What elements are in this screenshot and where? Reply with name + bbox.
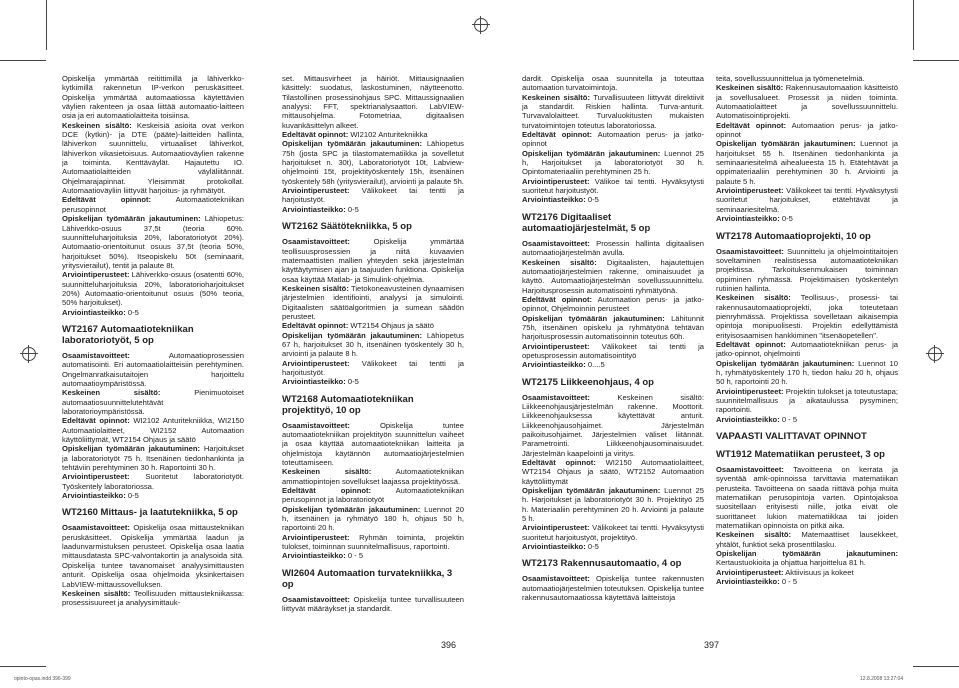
field-label: Opiskelijan työmäärän jakautuminen: [62, 214, 201, 224]
field-label: Osaamistavoitteet: [62, 523, 130, 533]
paragraph [522, 486, 704, 523]
paragraph-text: Projektin tulokset ja toteutustapa; suunnitelmallisuus ja aikataulussa pysyminen; raportointi. [716, 386, 898, 415]
field-label: Osaamistavoitteet: [282, 237, 350, 247]
paragraph [522, 295, 704, 314]
paragraph [282, 321, 464, 330]
paragraph [282, 237, 464, 284]
paragraph-text: Luennot 20 h, itsenäinen ja ryhmätyö 180 h, ohjaus 50 h, raportointi 20 h. [282, 504, 464, 533]
field-label: Edeltävät opinnot: [522, 130, 593, 140]
field-label: Opiskelijan työmäärän jakautuminen: [716, 549, 898, 559]
paragraph-text: 0 - 5 [779, 577, 798, 587]
paragraph [716, 340, 898, 359]
paragraph-text: Opiskelija tuntee turvallisuuteen liittyvät määräykset ja standardit. [282, 594, 464, 614]
paragraph-text: Lähiverkko-osuus (osatentti 60%, suunnitteluharjoituksia 20%, laboratorioharjoitukset 20%) Automaatio-orientoitunut osuus (50% teoria, 50% harjoitukset). [62, 270, 244, 308]
course-heading: WT2160 Mittaus- ja laatutekniikka, 5 op [62, 507, 238, 519]
crop-mark [913, 666, 959, 667]
paragraph [522, 523, 704, 542]
paragraph [716, 247, 898, 294]
paragraph-text: WT2154 Ohjaus ja säätö [348, 321, 434, 331]
field-label: Arviointiasteikko: [282, 551, 346, 561]
crop-mark [46, 0, 47, 50]
text-column-1 [62, 74, 244, 608]
field-label: Keskeinen sisältö: [716, 83, 784, 93]
field-label: Edeltävät opinnot: [282, 130, 349, 140]
field-label: Keskeinen sisältö: [282, 283, 349, 293]
paragraph [522, 342, 704, 361]
paragraph [282, 421, 464, 468]
text-column-4 [716, 74, 898, 587]
paragraph-text: Automaatiotekniikan perusopinnot [62, 195, 244, 214]
paragraph-text: Välikokeet tai tentti. Hyväksytysti suoritetut harjoitustyöt, projektityö. [522, 523, 704, 542]
paragraph-text: teita, sovellussuunnittelua ja työmenetelmiä. [716, 74, 865, 83]
paragraph [62, 589, 244, 608]
paragraph [716, 465, 898, 530]
paragraph-text: 0-5 [345, 377, 359, 387]
paragraph [282, 205, 464, 214]
print-slug-right: 12.8.2008 13:27:04 [860, 676, 904, 682]
paragraph-text: Kertaustuokioita ja ohjattua harjoittelua 81 h. [716, 558, 866, 568]
paragraph [716, 530, 898, 549]
field-label: Edeltävät opinnot: [62, 195, 152, 205]
paragraph-text: 0 - 5 [779, 414, 798, 424]
field-label: Arviointiperusteet: [522, 523, 590, 533]
paragraph-text: Rakennusautomaation käsitteistö ja sovellusalueet. Prosessit ja niiden toiminta. Automaatiolaitteet ja sovellussuunnittelu. Automatisointiprojekti. [716, 83, 898, 121]
paragraph-text: Matemaattiset lausekkeet, yhtälöt, funktiot sekä prosenttilasku. [716, 530, 898, 549]
course-heading: WI2604 Automaation turvatekniikka, 3 op [282, 567, 453, 590]
paragraph-text: Automaatioprosessien automatisointi. Eri automaatiolaitteisiin perehtyminen. Ongelmanratkaisutaitojen harjoittelu automaatioympäristössä. [62, 350, 244, 388]
field-label: Osaamistavoitteet: [522, 574, 590, 584]
paragraph [716, 293, 898, 340]
field-label: Arviointiperusteet: [62, 472, 130, 482]
field-label: Arviointiperusteet: [282, 358, 350, 368]
field-label: Arviointiasteikko: [62, 491, 126, 501]
paragraph [522, 458, 704, 486]
paragraph-text: Lähiopetus 67 h, harjoitukset 30 h, itsenäinen työskentely 30 h, arviointi ja palaute 8 h. [282, 330, 464, 359]
field-label: Arviointiperusteet: [716, 386, 784, 396]
paragraph [62, 523, 244, 588]
paragraph [282, 467, 464, 486]
paragraph [282, 331, 464, 359]
field-label: Osaamistavoitteet: [522, 392, 590, 402]
paragraph [282, 130, 464, 139]
paragraph-text: Keskeisiä asioita ovat verkon DCE (kytkin)- ja DTE (pääte)-laitteiden hallinta, lähiverkon suunnittelu, virtuaaliset lähiverkot, lähiverkon vikasietoisuus. Automaatioväylien rakenne ja toiminta. Kenttäväylät. Hajautettu IO. Automaatiolaitteiden väyläliitännät. Ohjelmarajapinnat. Yleisimmät protokollat. Automaatioväyliin liittyvät harjoitus- ja ryhmätyöt. [62, 120, 244, 196]
field-label: Arviointiperusteet: [282, 532, 350, 542]
course-heading: VAPAASTI VALITTAVAT OPINNOT [716, 431, 867, 443]
course-heading: WT2175 Liikkeenohjaus, 4 op [522, 376, 654, 388]
paragraph [282, 284, 464, 321]
field-label: Opiskelijan työmäärän jakautuminen: [716, 358, 855, 368]
field-label: Arviointiasteikko: [522, 360, 586, 370]
field-label: Opiskelijan työmäärän jakautuminen: [522, 486, 661, 496]
field-label: Opiskelijan työmäärän jakautuminen: [282, 330, 423, 340]
paragraph-text: Lähitunnit 75h, itsenäinen opiskelu ja ryhmätyönä tehtävän harjoitusprosessin automatisoinnin toteutus 60h. [522, 313, 704, 342]
paragraph [282, 551, 464, 560]
paragraph [282, 359, 464, 378]
course-heading: WT2173 Rakennusautomaatio, 4 op [522, 558, 682, 570]
paragraph [282, 377, 464, 386]
paragraph-text: Teollisuus-, prosessi- tai rakennusautomaatioprojekti, joka toteutetaan pienryhmässä. Projektissa sovelletaan aikaisempia opintoja monipuolisesti. Projektin edellyttämistä erityisosaamisen hankkiminen "itsenäopetellen". [716, 293, 898, 340]
print-slug-left: opinto-opas.indd 396-399 [14, 676, 71, 682]
paragraph [522, 360, 704, 369]
paragraph [62, 270, 244, 307]
paragraph [522, 149, 704, 177]
field-label: Edeltävät opinnot: [282, 486, 372, 496]
field-label: Arviointiasteikko: [716, 214, 780, 224]
field-label: Osaamistavoitteet: [522, 238, 590, 248]
field-label: Osaamistavoitteet: [716, 246, 784, 256]
paragraph-text: Suoritetut laboratoriotyöt. Työskentely laboratoriossa. [62, 472, 244, 491]
field-label: Edeltävät opinnot: [282, 321, 349, 331]
paragraph [716, 74, 898, 83]
paragraph [282, 505, 464, 533]
paragraph-text: Ryhmän toiminta, projektin tulokset, toiminnan suunnitelmallisuus, raportointi. [282, 532, 464, 552]
course-heading: WT2168 Automaatiotekniikan projektityö, 10 op [282, 393, 414, 416]
paragraph-text: Tavoitteena on kerrata ja syventää amk-opinnoissa tarvittavia matematiikan perusteita. Tavoitteena on saada riittävä pohja muita matematiikan perusopintoja varten. Opintojaksoa suositellaan erityisesti niille, jotka eivät ole suorittaneet lukion matematiikkaa tai joiden matematiikan opinnoista on pitkä aika. [716, 465, 898, 531]
course-heading: WT2162 Säätötekniikka, 5 op [282, 221, 412, 233]
crop-mark [913, 60, 959, 61]
page-number-right: 397 [704, 640, 720, 650]
crop-mark [0, 666, 46, 667]
paragraph [522, 195, 704, 204]
course-heading: WT2167 Automaatiotekniikan laboratoriotyöt, 5 op [62, 323, 194, 346]
text-column-3 [522, 74, 704, 603]
paragraph [62, 308, 244, 317]
paragraph [522, 239, 704, 258]
paragraph [282, 595, 464, 614]
paragraph-text: Opiskelija ymmärtää teollisuusprosessien ja niitä kuvaavien matemaattisten mallien yhteyden sekä järjestelmän käyttäytymisen ajan ja taajuuden funktiona. Opiskelija osaa käyttää Matlab- ja Simulink-ohjelmia. [282, 237, 464, 284]
field-label: Osaamistavoitteet: [282, 594, 350, 604]
paragraph-text: Opiskelija ymmärtää reitittimillä ja lähiverkko-kytkimillä rakennetun IP-verkon peruskäsitteet. Opiskelija ymmärtää automaatiossa käytettävien väylien rakenteen ja osaa liittää automaatio-laitteen osia ja eri automaatiolaitteita toisiinsa. [62, 74, 244, 121]
paragraph-text: 0-5 [125, 307, 139, 317]
paragraph [522, 542, 704, 551]
field-label: Keskeinen sisältö: [716, 530, 792, 540]
paragraph-text: Aktiivisuus ja kokeet [783, 567, 854, 577]
paragraph [62, 74, 244, 121]
paragraph-text: WI2150 Automaatiolaitteet, WT2154 Ohjaus ja säätö, WT2152 Automaation käyttöliittymät [522, 458, 704, 486]
registration-mark-icon [22, 347, 36, 361]
paragraph-text: Välikokeet tai tentti ja opetusprosessin automatisointityö [522, 341, 704, 360]
field-label: Edeltävät opinnot: [716, 120, 787, 130]
field-label: Edeltävät opinnot: [522, 458, 596, 468]
paragraph-text: Automaation perus- ja jatko-opinnot, Ohjelmoinnin perusteet [522, 294, 704, 314]
paragraph [522, 258, 704, 295]
field-label: Arviointiperusteet: [716, 567, 784, 577]
paragraph [716, 568, 898, 577]
paragraph [716, 214, 898, 223]
paragraph [62, 351, 244, 388]
paragraph-text: Luennot 10 h, ryhmätyöskentely 170 h, tiedon haku 20 h, ohjaus 50 h, raportointi 20 h. [716, 358, 898, 387]
paragraph-text: 0-5 [779, 214, 793, 224]
paragraph-text: 0-5 [125, 491, 139, 501]
paragraph-text: 0....5 [585, 360, 605, 370]
paragraph [716, 415, 898, 424]
paragraph-text: Keskeinen sisältö: Liikkeenohjausjärjestelmän rakenne. Moottorit. Liikkeenohjauksessa käytettävät anturit. Liikkeenohjausohjaimet. Järjestelmän paikoitusohjaimet. Järjestelmien väliset liitännät. Parametrointi. Liikkeenohjausominaisuudet. Järjestelmän kaapelointi ja viritys. [522, 392, 704, 458]
field-label: Arviointiperusteet: [282, 186, 350, 196]
paragraph-text: Automaatiotekniikan perus- ja jatko-opinnot, ohjelmointi [716, 339, 898, 359]
paragraph [282, 186, 464, 205]
paragraph-text: Välikokeet tai tentti ja harjoitustyöt. [282, 186, 464, 205]
field-label: Keskeinen sisältö: [62, 120, 132, 130]
paragraph [62, 416, 244, 444]
field-label: Arviointiperusteet: [716, 186, 784, 196]
field-label: Opiskelijan työmäärän jakautuminen: [62, 444, 201, 454]
paragraph [282, 533, 464, 552]
paragraph-text: 0-5 [345, 204, 359, 214]
paragraph [62, 121, 244, 196]
paragraph [522, 177, 704, 196]
paragraph-text: Opiskelija tuntee automaatiotekniikan projektityön suunnittelun vaiheet ja osaa käyttää automaatiotekniikan laitteita ja ohjelmistoja käytännön automaatiojärjestelmien toteuttamiseen. [282, 420, 464, 468]
paragraph [62, 195, 244, 214]
paragraph [282, 486, 464, 505]
paragraph-text: 0-5 [585, 195, 599, 205]
field-label: Arviointiasteikko: [282, 204, 346, 214]
field-label: Keskeinen sisältö: [522, 92, 590, 102]
paragraph-text: Turvallisuuteen liittyvät direktiivit ja standardit. Riskien hallinta. Turva-anturit. Turvavalolaitteet. Turvaluokitusten mukaisten turvatoimintojen toteutus laboratoriossa. [522, 92, 704, 130]
field-label: Keskeinen sisältö: [522, 257, 597, 267]
paragraph-text: Lähiopetus 75h (josta SPC ja tilastomatematiikka ja sovelletut harjoitukset n. 30t), Laboratoriotyöt 10t, Labview-ohjelmointi 15t, projektityöskentely 15h, itsenäinen työskentely 58h (yritysvierailut), arviointi ja palaute 5h. [282, 139, 464, 186]
field-label: Arviointiasteikko: [282, 377, 346, 387]
paragraph-text: 0-5 [585, 542, 599, 552]
paragraph [522, 314, 704, 342]
field-label: Edeltävät opinnot: [62, 416, 130, 426]
text-column-2 [282, 74, 464, 614]
field-label: Arviointiperusteet: [522, 341, 590, 351]
paragraph-text: Opiskelija osaa mittaustekniikan peruskäsitteet. Opiskelija ymmärtää laadun ja laadunvarmistuksen perusteet. Opiskelija osaa laatia mittausdatasta SPC-valvontakortin ja analysoida sitä. Opiskelija tuntee tavanomaiset analyysimittausten anturit. Opiskelija osaa ohjelmoida yksinkertaisen LabVIEW-mittaussovelluksen. [62, 523, 244, 589]
registration-mark-icon [928, 347, 942, 361]
paragraph-text: Välikoe tai tentti. Hyväksytysti suoritetut harjoitustyöt. [522, 176, 704, 196]
paragraph-text: Opiskelija tuntee rakennusten automaatiojärjestelmien toteutuksen. Opiskelija tuntee rakennusautomaatiossa käytettävä laitteistoja [522, 574, 704, 603]
field-label: Arviointiperusteet: [522, 176, 590, 186]
paragraph-text: WI2102 Anturitekniikka [348, 130, 428, 140]
paragraph [62, 388, 244, 416]
paragraph [716, 139, 898, 186]
field-label: Arviointiasteikko: [716, 577, 780, 587]
field-label: Arviointiasteikko: [522, 195, 586, 205]
field-label: Keskeinen sisältö: [62, 388, 161, 398]
field-label: Keskeinen sisältö: [282, 467, 372, 477]
paragraph-text: set. Mittausvirheet ja häiriöt. Mittausignaalien käsittely: suodatus, laskostuminen, näytteenotto. Tilastollinen prosessinohjaus SPC. Mittaussignaalien analyysi: FFT, spektrianalysaattori. LabVIEW-mittausohjelma. Fotometriaa, digitaalisen kuvankäsittelyn alkeet. [282, 74, 464, 130]
field-label: Keskeinen sisältö: [716, 293, 791, 303]
paragraph-text: WI2102 Anturitekniikka, WI2150 Automaatiolaitteet, WI2152 Automaation käyttöliittymät, WT2154 Ohjaus ja säätö [62, 416, 244, 445]
crop-mark [913, 0, 914, 50]
paragraph [282, 139, 464, 186]
registration-mark-icon [474, 18, 488, 32]
paragraph-text: Digitaalisten, hajautettujen automaatiojärjestelmien rakenne, ominaisuudet ja käyttö. Automaatiojärjestelmän sovellussuunnittelu. Harjoitusprosessin automatisointi ryhmätyönä. [522, 257, 704, 295]
course-heading: WT2176 Digitaaliset automaatiojärjestelmät, 5 op [522, 211, 651, 234]
page-number-left: 396 [441, 640, 457, 650]
field-label: Opiskelijan työmäärän jakautuminen: [716, 139, 856, 149]
paragraph [522, 74, 704, 93]
paragraph-text: Harjoitukset ja laboratoriotyöt 75 h. Itsenäinen tiedonhankinta ja tehtäviin perehtyminen 30 h. Raportointi 30 h. [62, 444, 244, 473]
paragraph-text: Luennot 25 h. Harjoitukset ja laboratoriotyöt 30 h. Projektityö 25 h. Materiaaliin perehtyminen 20 h. Arviointi ja palaute 5 h. [522, 486, 704, 524]
course-heading: WT1912 Matematiikan perusteet, 3 op [716, 449, 885, 461]
paragraph [282, 74, 464, 130]
field-label: Osaamistavoitteet: [62, 350, 130, 360]
paragraph [716, 387, 898, 415]
paragraph [62, 472, 244, 491]
paragraph [62, 491, 244, 500]
field-label: Arviointiasteikko: [522, 542, 586, 552]
paragraph-text: Tietokoneavusteinen dynaamisen järjestelmien identifiointi, analyysi ja simulointi. Digitaalisten säätöalgoritmien ja sumean säädön perusteet. [282, 283, 464, 321]
paragraph-text: Luennot 25 h, Harjoitukset ja laboratoriotyöt 30 h. Opintomateriaaliin perehtyminen 25 h. [522, 148, 704, 177]
paragraph-text: Automaatiotekniikan perusopinnot ja laboratoriotyöt [282, 486, 464, 505]
field-label: Opiskelijan työmäärän jakautuminen: [522, 148, 661, 158]
paragraph [716, 121, 898, 140]
paragraph-text: Automaation perus- ja jatko-opinnot [716, 120, 898, 140]
paragraph [716, 186, 898, 214]
paragraph [522, 574, 704, 602]
field-label: Edeltävät opinnot: [522, 294, 593, 304]
field-label: Arviointiasteikko: [716, 414, 780, 424]
field-label: Osaamistavoitteet: [716, 465, 784, 475]
paragraph-text: 0 - 5 [345, 551, 364, 561]
course-heading: WT2178 Automaatioprojekti, 10 op [716, 230, 871, 242]
paragraph-text: Välikokeet tai tentti ja harjoitustyöt. [282, 358, 464, 377]
paragraph [716, 83, 898, 120]
paragraph [62, 444, 244, 472]
paragraph-text: Pienimuotoiset automaatiosuunnittelutehtävät laboratorioympäristössä. [62, 388, 244, 416]
field-label: Arviointiperusteet: [62, 270, 130, 280]
field-label: Keskeinen sisältö: [62, 588, 131, 598]
field-label: Opiskelijan työmäärän jakautuminen: [522, 313, 665, 323]
field-label: Osaamistavoitteet: [282, 420, 350, 430]
field-label: Arviointiasteikko: [62, 307, 126, 317]
paragraph [522, 130, 704, 149]
paragraph-text: Prosessin hallinta digitaalisen automaatiojärjestelmän avulla. [522, 238, 704, 258]
paragraph-text: Teollisuuden mittaustekniikassa: prosessisuureet ja analyysimittauk- [62, 588, 244, 608]
paragraph-text: Suunnittelu ja ohjelmointitaitojen soveltaminen realistisessa automaatiotekniikan projektissa. Tarkoituksenmukaisen toiminnan oppiminen ryhmässä. Projektimaisen työskentelyn rutiinien hallinta. [716, 246, 898, 293]
field-label: Opiskelijan työmäärän jakautuminen: [282, 504, 421, 514]
paragraph-text: Automaatiotekniikan ammattiopintojen sovellukset laajassa projektityössä. [282, 467, 464, 486]
paragraph-text: Automaation perus- ja jatko-opinnot [522, 130, 704, 149]
paragraph [62, 214, 244, 270]
paragraph [716, 549, 898, 568]
paragraph [716, 577, 898, 586]
paragraph-text: Välikokeet tai tentti. Hyväksytysti suoritetut harjoitukset, etätehtävät ja seminaariesitelmä. [716, 186, 898, 214]
paragraph [716, 359, 898, 387]
paragraph-text: Luennot ja harjoitukset 55 h. Itsenäinen tiedonhankinta ja seminaariesitelmä aihealueesta 15 h. Etätehtävät ja oppimateriaaliin perehtyminen 30 h. Arviointi ja palaute 5 h. [716, 139, 898, 186]
paragraph [522, 93, 704, 130]
field-label: Edeltävät opinnot: [716, 339, 786, 349]
crop-mark [0, 60, 46, 61]
field-label: Opiskelijan työmäärän jakautuminen: [282, 139, 423, 149]
paragraph [522, 393, 704, 458]
paragraph-text: Lähiopetus: Lähiverkko-osuus 37,5t (teoria 60%. suunnitteluharjoituksia 20%, laboratoriotyöt 20%). Automaatio-orientoitunut osuus 37,5t (teoria 50%, harjoitukset 50%). Itseopiskelu 50t (seminaarit, yritysvierailut), tentit ja palaute 8t. [62, 214, 244, 270]
paragraph-text: dardit. Opiskelija osaa suunnitella ja toteuttaa automaation turvatoimintoja. [522, 74, 704, 93]
